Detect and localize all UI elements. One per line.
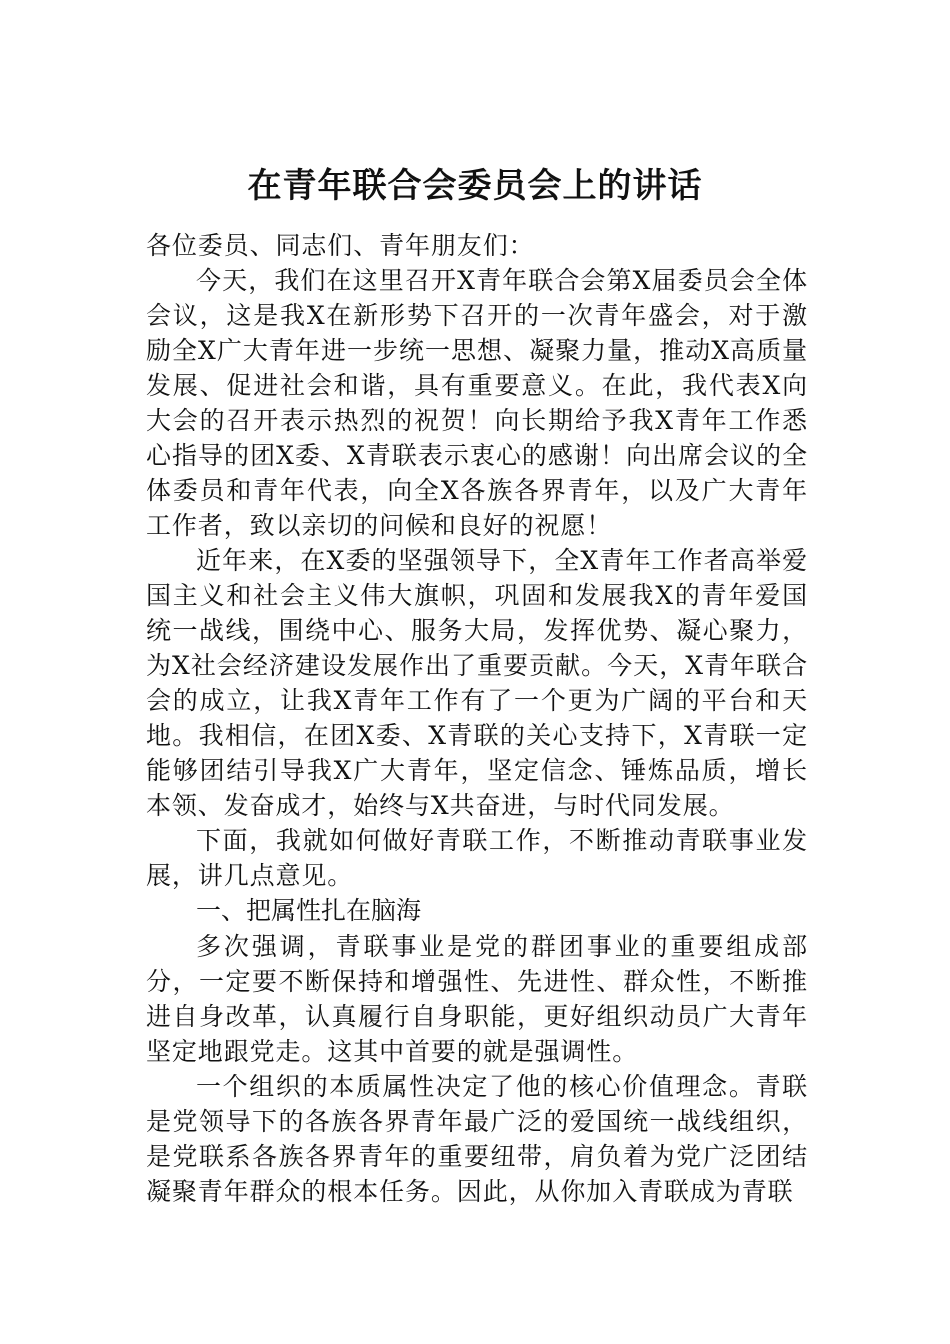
- salutation: 各位委员、同志们、青年朋友们：: [146, 231, 535, 260]
- section-paragraph: 多次强调，青联事业是党的群团事业的重要组成部分，一定要不断保持和增强性、先进性、群众性，不断推进自身改革，认真履行自身职能，更好组织动员广大青年坚定地跟党走。这其中首要的就是强调性。: [146, 932, 808, 1066]
- paragraph-achievements: 近年来，在X委的坚强领导下，全X青年工作者高举爱国主义和社会主义伟大旗帜，巩固和发展我X的青年爱国统一战线，围绕中心、服务大局，发挥优势、凝心聚力，为X社会经济建设发展作出了重要贡献。今天，X青年联合会的成立，让我X青年工作有了一个更为广阔的平台和天地。我相信，在团X委、X青联的关心支持下，X青联一定能够团结引导我X广大青年，坚定信念、锤炼品质，增长本领、发奋成才，始终与X共奋进，与时代同发展。: [146, 546, 808, 820]
- document-body: [146, 228, 808, 1209]
- paragraph-opening: 今天，我们在这里召开X青年联合会第X届委员会全体会议，这是我X在新形势下召开的一次青年盛会，对于激励全X广大青年进一步统一思想、凝聚力量，推动X高质量发展、促进社会和谐，具有重要意义。在此，我代表X向大会的召开表示热烈的祝贺！向长期给予我X青年工作悉心指导的团X委、X青联表示衷心的感谢！向出席会议的全体委员和青年代表，向全X各族各界青年，以及广大青年工作者，致以亲切的问候和良好的祝愿！: [146, 266, 808, 540]
- section-paragraph: 一个组织的本质属性决定了他的核心价值理念。青联是党领导下的各族各界青年最广泛的爱国统一战线组织，是党联系各族各界青年的重要纽带，肩负着为党广泛团结凝聚青年群众的根本任务。因此，从你加入青联成为青联: [146, 1072, 808, 1206]
- document-title: 在青年联合会委员会上的讲话: [247, 166, 703, 206]
- section-heading: 一、把属性扎在脑海: [196, 896, 422, 925]
- paragraph-transition: 下面，我就如何做好青联工作，不断推动青联事业发展，讲几点意见。: [146, 826, 808, 890]
